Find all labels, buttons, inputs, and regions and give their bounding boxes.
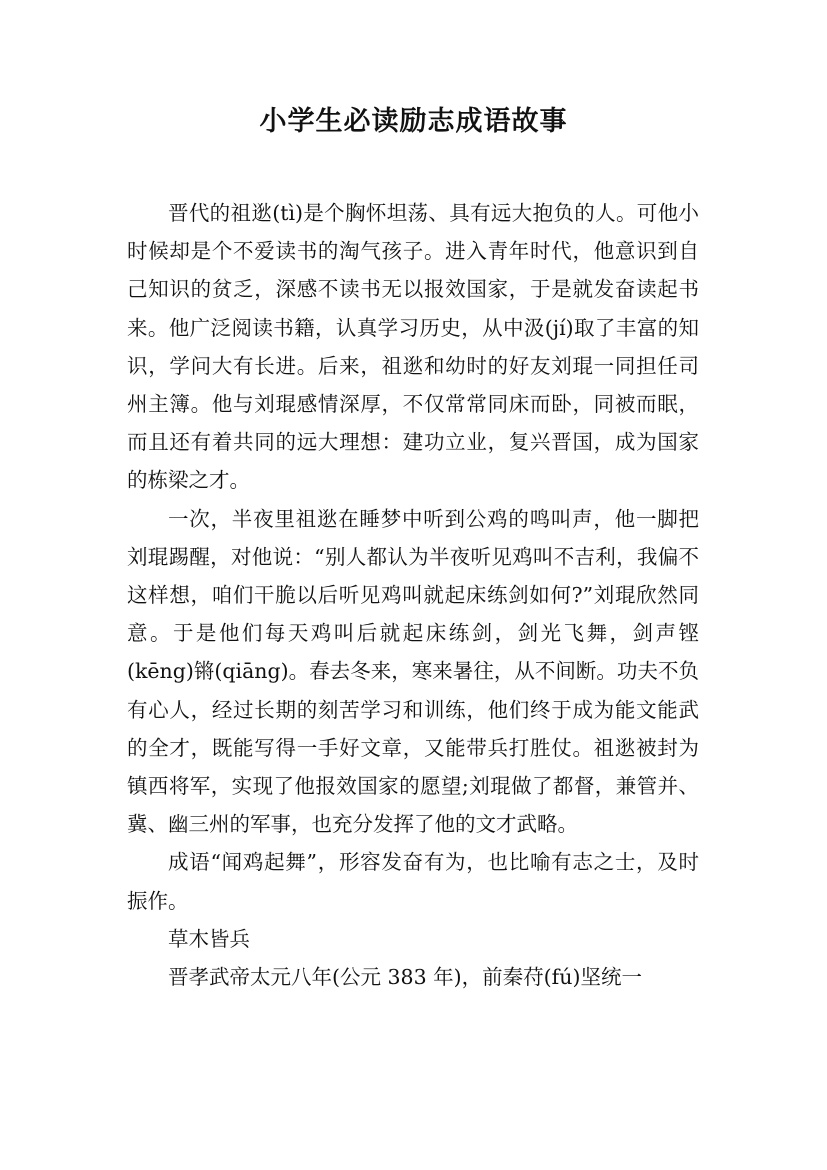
paragraph-1: 晋代的祖逖(tì)是个胸怀坦荡、具有远大抱负的人。可他小时候却是个不爱读书的淘气孩子。进入青年时代，他意识到自己知识的贫乏，深感不读书无以报效国家，于是就发奋读起书来。他广泛阅读书籍，认真学习历史，从中汲(jí)取了丰富的知识，学问大有长进。后来，祖逖和幼时的好友刘琨一同担任司州主簿。他与刘琨感情深厚，不仅常常同床而卧，同被而眠，而且还有着共同的远大理想：建功立业，复兴晋国，成为国家的栋梁之才。 xyxy=(127,201,699,493)
document-title: 小学生必读励志成语故事 xyxy=(259,106,568,137)
paragraph-3: 成语“闻鸡起舞”，形容发奋有为，也比喻有志之士，及时振作。 xyxy=(127,850,699,913)
section-heading: 草木皆兵 xyxy=(168,926,250,951)
document-body xyxy=(127,194,699,996)
paragraph-4: 晋孝武帝太元八年(公元 383 年)，前秦苻(fú)坚统一 xyxy=(168,965,642,990)
paragraph-2: 一次，半夜里祖逖在睡梦中听到公鸡的鸣叫声，他一脚把刘琨踢醒，对他说：“别人都认为半夜听见鸡叫不吉利，我偏不这样想，咱们干脆以后听见鸡叫就起床练剑如何?”刘琨欣然同意。于是他们每天鸡叫后就起床练剑，剑光飞舞，剑声铿(kēng)锵(qiāng)。春去冬来，寒来暑往，从不间断。功夫不负有心人，经过长期的刻苦学习和训练，他们终于成为能文能武的全才，既能写得一手好文章，又能带兵打胜仗。祖逖被封为镇西将军，实现了他报效国家的愿望;刘琨做了都督，兼管并、冀、幽三州的军事，也充分发挥了他的文才武略。 xyxy=(127,506,699,837)
